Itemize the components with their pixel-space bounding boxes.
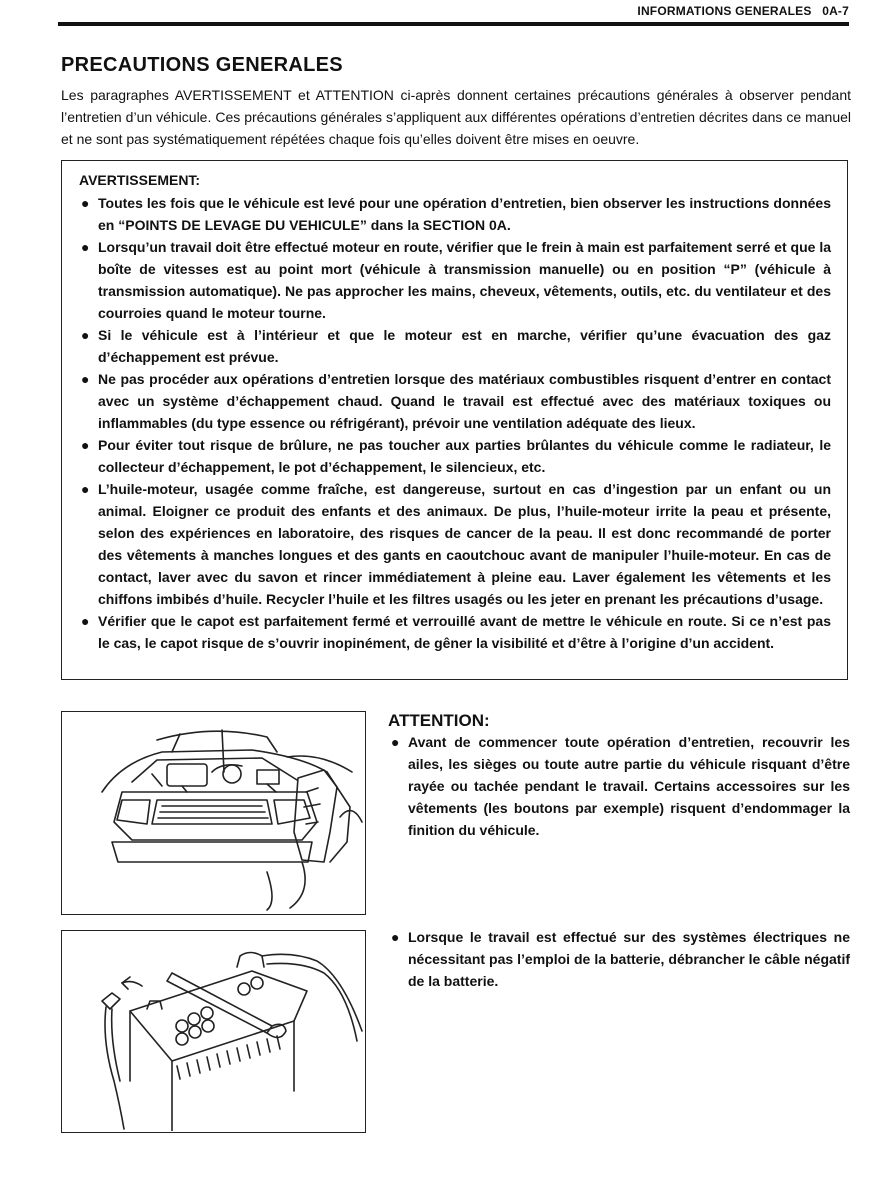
warning-item-text: L’huile-moteur, usagée comme fraîche, est dangereuse, surtout en cas d’ingestion par un enfant ou un animal. Eloigner ce produit des enfants et des animaux. De plus, l’huile-moteur irrite la peau et présente, selon des expériences en laboratoire, des risques de cancer de la peau. Il est donc recommandé de porter des vêtements à manches longues et des gants en caoutchouc avant de manipuler l’huile-moteur. En cas de contact, laver avec du savon et rincer immédiatement à pleine eau. Laver également les vêtements et les chiffons imbibés d’huile. Recycler l’huile et les filtres usagés ou les jeter en prenant les précautions d’usage. xyxy=(98,481,831,607)
header-rule xyxy=(58,22,849,26)
attention-list-1 xyxy=(388,731,850,841)
page-title: PRECAUTIONS GENERALES xyxy=(61,54,343,76)
bullet-icon: ● xyxy=(391,734,400,750)
warning-item-text: Si le véhicule est à l’intérieur et que le moteur est en marche, vérifier qu’une évacuation des gaz d’échappement est prévue. xyxy=(98,327,831,365)
attention-item-text: Avant de commencer toute opération d’entretien, recouvrir les ailes, les sièges ou toute autre partie du véhicule risquant d’être rayée ou tachée pendant le travail. Certains accessoires sur les vêtements (les boutons par exemple) risquent d’endommager la finition du véhicule. xyxy=(408,734,850,838)
warning-item xyxy=(78,192,831,236)
warning-item xyxy=(78,434,831,478)
warning-item xyxy=(78,478,831,610)
running-header: INFORMATIONS GENERALES 0A-7 xyxy=(637,4,849,18)
warning-item-text: Toutes les fois que le véhicule est levé pour une opération d’entretien, bien observer les instructions données en “POINTS DE LEVAGE DU VEHICULE” dans la SECTION 0A. xyxy=(98,195,831,233)
warning-item xyxy=(78,324,831,368)
warning-box xyxy=(61,160,848,680)
attention-item xyxy=(388,926,850,992)
attention-item xyxy=(388,731,850,841)
bullet-icon: ● xyxy=(81,481,90,497)
warning-item-text: Lorsqu’un travail doit être effectué moteur en route, vérifier que le frein à main est parfaitement serré et que la boîte de vitesses est au point mort (véhicule à transmission manuelle) ou en position “P” (véhicule à transmission automatique). Ne pas approcher les mains, cheveux, vêtements, outils, etc. du ventilateur et des courroies quand le moteur tourne. xyxy=(98,239,831,321)
attention-list-2 xyxy=(388,926,850,992)
attention-item-text: Lorsque le travail est effectué sur des systèmes électriques ne nécessitant pas l’emploi de la batterie, débrancher le câble négatif de la batterie. xyxy=(408,929,850,989)
warning-item-text: Ne pas procéder aux opérations d’entretien lorsque des matériaux combustibles risquent d’entrer en contact avec un système d’échappement chaud. Quand le travail est effectué avec des matériaux toxiques ou inflammables (du type essence ou réfrigérant), prévoir une ventilation adéquate des lieux. xyxy=(98,371,831,431)
battery-disconnect-illustration xyxy=(61,930,366,1133)
bullet-icon: ● xyxy=(81,195,90,211)
bullet-icon: ● xyxy=(81,327,90,343)
warning-item-text: Pour éviter tout risque de brûlure, ne pas toucher aux parties brûlantes du véhicule comme le radiateur, le collecteur d’échappement, le pot d’échappement, le silencieux, etc. xyxy=(98,437,831,475)
bullet-icon: ● xyxy=(391,929,400,945)
car-fender-cover-illustration xyxy=(61,711,366,915)
warning-item xyxy=(78,368,831,434)
warning-item xyxy=(78,610,831,654)
warning-item-text: Vérifier que le capot est parfaitement fermé et verrouillé avant de mettre le véhicule en route. Si ce n’est pas le cas, le capot risque de s’ouvrir inopinément, de gêner la visibilité et d’être à l’origine d’un accident. xyxy=(98,613,831,651)
warning-list xyxy=(78,192,831,654)
warning-heading: AVERTISSEMENT: xyxy=(79,172,201,188)
warning-item xyxy=(78,236,831,324)
bullet-icon: ● xyxy=(81,437,90,453)
intro-paragraph: Les paragraphes AVERTISSEMENT et ATTENTION ci-après donnent certaines précautions générales à observer pendant l’entretien d’un véhicule. Ces précautions générales s’appliquent aux différentes opérations d’entretien décrites dans ce manuel et ne sont pas systématiquement répétées chaque fois qu’elles doivent être mises en oeuvre. xyxy=(61,87,851,147)
bullet-icon: ● xyxy=(81,239,90,255)
bullet-icon: ● xyxy=(81,371,90,387)
bullet-icon: ● xyxy=(81,613,90,629)
attention-heading: ATTENTION: xyxy=(388,711,490,730)
